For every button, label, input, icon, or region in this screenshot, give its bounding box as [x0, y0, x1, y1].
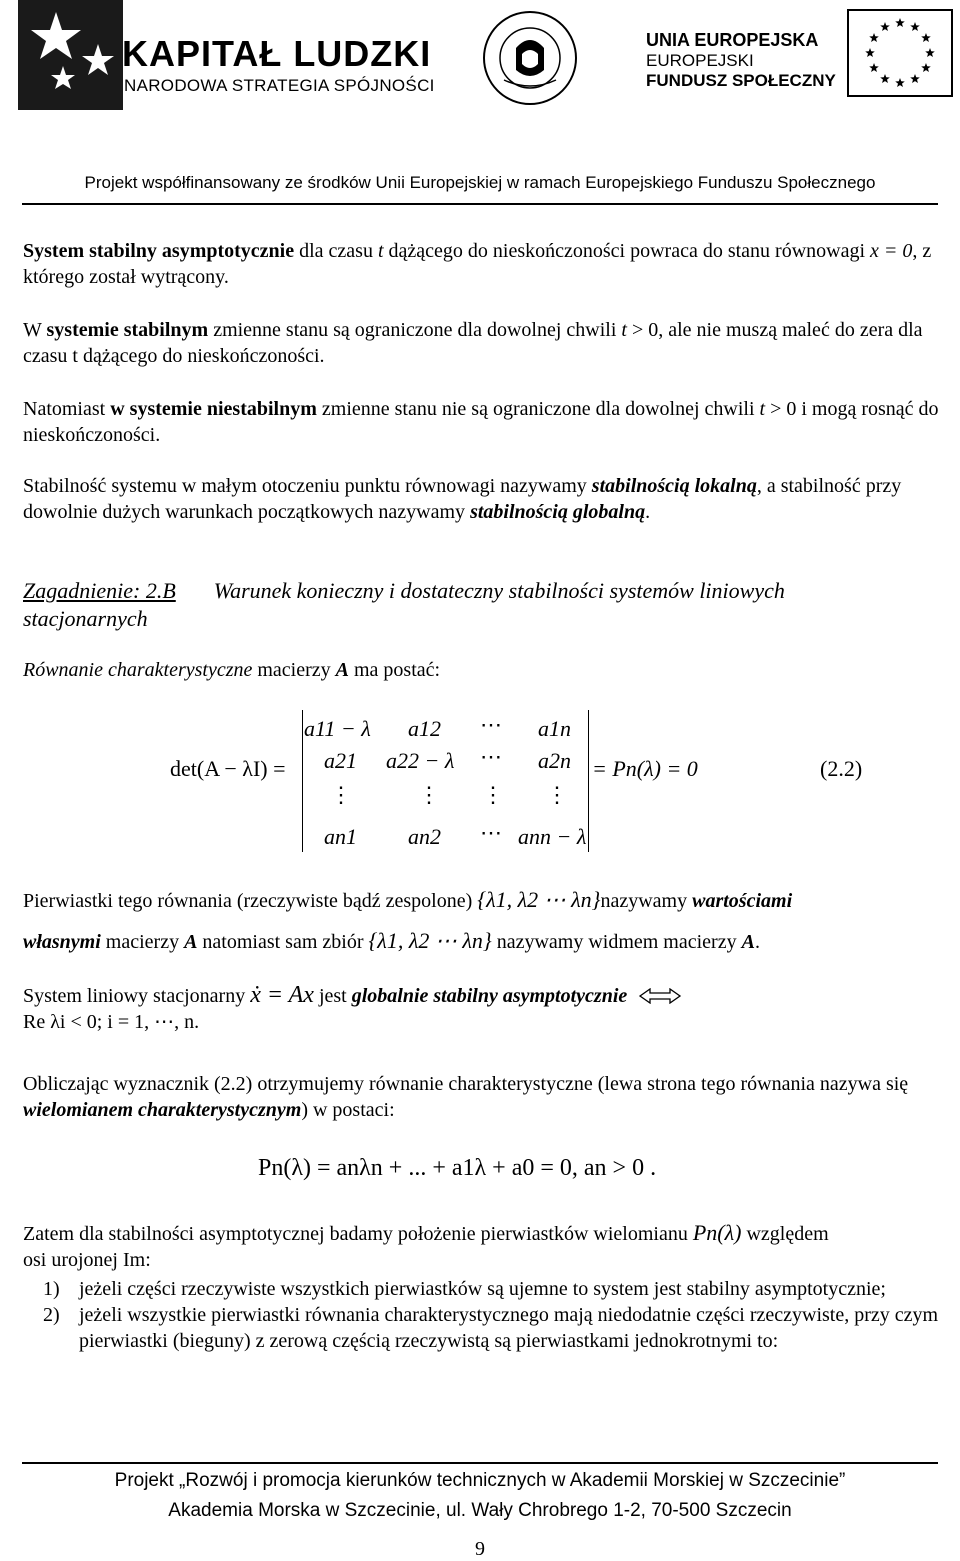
paragraph-asymptotic-stability: System stabilny asymptotycznie dla czasu t dążącego do nieskończoności powraca do stanu równowagi x = 0, z którego został wytrącony. — [23, 240, 932, 288]
page-footer — [0, 1458, 960, 1560]
matrix-el-24: a2n — [538, 748, 571, 773]
matrix-el-44: ann − λ — [518, 824, 587, 849]
term-globally-asymptotic: globalnie stabilny asymptotycznie — [351, 985, 628, 1007]
condition-list — [23, 1276, 943, 1354]
matrix-el-41: an1 — [324, 824, 357, 849]
term-local-stability: stabilnością lokalną — [591, 475, 757, 497]
term-unstable-system: w systemie niestabilnym — [110, 398, 317, 420]
term-eigenvalues-part1: wartościami — [692, 890, 793, 912]
matrix-el-14: a1n — [538, 716, 571, 741]
matrix-el-23: ⋯ — [480, 744, 502, 769]
term-characteristic-polynomial: wielomianem charakterystycznym — [23, 1099, 302, 1121]
matrix-el-11: a11 − λ — [304, 716, 371, 741]
paragraph-unstable-system: Natomiast w systemie niestabilnym zmienne stanu nie są ograniczone dla dowolnej chwili t > 0 i mogą rosnąć do nieskończoności. — [23, 398, 939, 446]
matrix-el-12: a12 — [408, 716, 441, 741]
determinant-left-bar — [302, 710, 303, 852]
determinant-lhs: det(A − λI) = — [170, 756, 286, 781]
polynomial-equation: Pn(λ) = anλn + ... + a1λ + a0 = 0, an > 0 . — [258, 1155, 657, 1181]
determinant-right-bar — [588, 710, 589, 852]
kapital-ludzki-subtitle: NARODOWA STRATEGIA SPÓJNOŚCI — [124, 76, 435, 95]
equation-number: (2.2) — [820, 756, 863, 781]
section-title-line1: Warunek konieczny i dostateczny stabilności systemów liniowych — [213, 578, 785, 603]
paragraph-local-global-stability: Stabilność systemu w małym otoczeniu punktu równowagi nazywamy stabilnością lokalną, a stabilność przy dowolnie dużych warunkach początkowych nazywamy stabilnością globalną. — [23, 475, 902, 523]
term-eigenvalues-part2: własnymi — [23, 931, 101, 953]
matrix-el-22: a22 − λ — [386, 748, 455, 773]
list-item: 2) jeżeli wszystkie pierwiastki równania charakterystycznego mają niedodatnie części rzeczywiste, przy czym pierwiastki (bieguny) z zerową częścią rzeczywistą są pierwiastkami jednokrotnymi to: — [43, 1304, 939, 1352]
eigenvalue-set-2: {λ1, λ2 ⋯ λn} — [368, 928, 492, 953]
matrix-el-32: ⋮ — [418, 782, 440, 807]
matrix-el-31: ⋮ — [330, 782, 352, 807]
page-number: 9 — [475, 1538, 485, 1560]
akademia-morska-seal-logo — [482, 10, 578, 106]
paragraph-characteristic-polynomial: Obliczając wyznacznik (2.2) otrzymujemy równanie charakterystyczne (lewa strona tego równania nazywa się wielomianem charakterystycznym) w postaci: — [23, 1073, 909, 1121]
eigenvalue-set-1: {λ1, λ2 ⋯ λn} — [477, 887, 601, 912]
matrix-el-21: a21 — [324, 748, 357, 773]
paragraph-stable-system: W systemie stabilnym zmienne stanu są ograniczone dla dowolnej chwili t > 0, ale nie muszą maleć do zera dla czasu t dążącego do nieskończoności. — [23, 319, 923, 367]
footer-address: Akademia Morska w Szczecinie, ul. Wały Chrobrego 1-2, 70-500 Szczecin — [168, 1500, 792, 1521]
matrix-el-43: ⋯ — [480, 820, 502, 845]
term-asymptotic-stable: System stabilny asymptotycznie — [23, 240, 295, 262]
paragraph-root-location: Zatem dla stabilności asymptotycznej badamy położenie pierwiastków wielomianu Pn(λ) względem osi urojonej Im: — [23, 1220, 829, 1271]
header-divider — [22, 203, 938, 205]
cofinancing-note: Projekt współfinansowany ze środków Unii Europejskiej w ramach Europejskiego Funduszu Społecznego — [84, 173, 876, 192]
matrix-el-34: ⋮ — [546, 782, 568, 807]
ue-line-2: EUROPEJSKI — [646, 51, 754, 70]
matrix-el-33: ⋮ — [482, 782, 504, 807]
ue-line-1: UNIA EUROPEJSKA — [646, 30, 819, 50]
equilibrium-equation: x = 0 — [870, 240, 913, 262]
list-item: 1) jeżeli części rzeczywiste wszystkich pierwiastków są ujemne to system jest stabilny asymptotycznie; — [43, 1278, 886, 1300]
section-title-line2: stacjonarnych — [23, 606, 148, 631]
stability-condition: Re λi < 0; i = 1, ⋯, n. — [23, 1011, 200, 1033]
equivalence-arrow-icon — [638, 988, 682, 1004]
matrix-el-42: an2 — [408, 824, 441, 849]
page-header — [0, 0, 960, 210]
footer-project-name: Projekt „Rozwój i promocja kierunków technicznych w Akademii Morskiej w Szczecinie” — [114, 1470, 846, 1491]
determinant-rhs: = Pn(λ) = 0 — [592, 756, 698, 781]
term-global-stability: stabilnością globalną — [470, 501, 646, 523]
determinant-equation — [170, 706, 930, 856]
state-equation: ẋ = Ax — [250, 982, 314, 1008]
polynomial-symbol: Pn(λ) — [692, 1220, 742, 1245]
ue-line-3: FUNDUSZ SPOŁECZNY — [646, 71, 836, 90]
paragraph-eigenvalues: Pierwiastki tego równania (rzeczywiste bądź zespolone) {λ1, λ2 ⋯ λn}nazywamy wartościami własnymi macierzy A natomiast sam zbiór {λ1, λ2 ⋯ λn} nazywamy widmem macierzy A. — [23, 887, 793, 953]
paragraph-global-stability-condition: System liniowy stacjonarny ẋ = Ax jest globalnie stabilny asymptotycznie Re λi < 0; i = 1, ⋯, n. — [23, 982, 943, 1035]
matrix-el-13: ⋯ — [480, 712, 502, 737]
ue-text-block — [646, 30, 836, 91]
eu-flag-icon — [846, 8, 954, 98]
kapital-ludzki-title: KAPITAŁ LUDZKI — [122, 33, 432, 74]
section-heading — [23, 577, 785, 605]
section-label: Zagadnienie: 2.B — [23, 578, 176, 603]
term-stable-system: systemie stabilnym — [46, 319, 209, 341]
paragraph-characteristic-equation: Równanie charakterystyczne macierzy A ma postać: — [23, 659, 441, 681]
footer-divider — [22, 1462, 938, 1464]
